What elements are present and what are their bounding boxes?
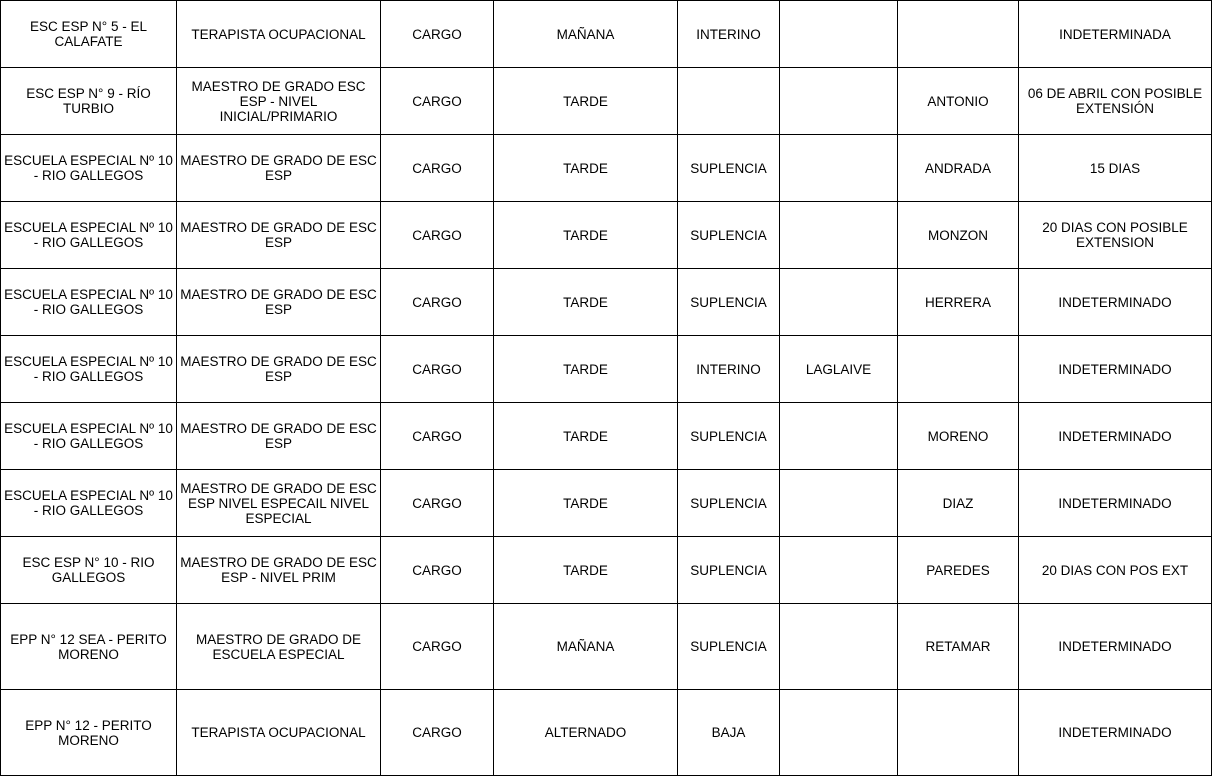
cell-shift: MAÑANA bbox=[494, 604, 678, 690]
cell-type: CARGO bbox=[381, 269, 494, 336]
cell-position: MAESTRO DE GRADO DE ESC ESP NIVEL ESPECAIL NIVEL ESPECIAL bbox=[177, 470, 381, 537]
cell-school: ESCUELA ESPECIAL Nº 10 - RIO GALLEGOS bbox=[1, 135, 177, 202]
cell-school: ESCUELA ESPECIAL Nº 10 - RIO GALLEGOS bbox=[1, 403, 177, 470]
cell-duration: INDETERMINADA bbox=[1019, 1, 1212, 68]
table-row bbox=[1, 470, 1212, 537]
cell-type: CARGO bbox=[381, 135, 494, 202]
cell-situation bbox=[678, 68, 780, 135]
cell-school: EPP N° 12 SEA - PERITO MORENO bbox=[1, 604, 177, 690]
cell-duration: 15 DIAS bbox=[1019, 135, 1212, 202]
cell-holder: LAGLAIVE bbox=[780, 336, 898, 403]
cell-type: CARGO bbox=[381, 690, 494, 776]
cell-type: CARGO bbox=[381, 403, 494, 470]
cell-replaced bbox=[898, 336, 1019, 403]
cell-replaced: MORENO bbox=[898, 403, 1019, 470]
cell-situation: SUPLENCIA bbox=[678, 403, 780, 470]
cell-replaced bbox=[898, 690, 1019, 776]
cell-shift: MAÑANA bbox=[494, 1, 678, 68]
cell-type: CARGO bbox=[381, 336, 494, 403]
cell-type: CARGO bbox=[381, 1, 494, 68]
cell-replaced: ANDRADA bbox=[898, 135, 1019, 202]
cell-situation: BAJA bbox=[678, 690, 780, 776]
cell-shift: TARDE bbox=[494, 68, 678, 135]
cell-type: CARGO bbox=[381, 68, 494, 135]
cell-holder bbox=[780, 604, 898, 690]
cell-shift: ALTERNADO bbox=[494, 690, 678, 776]
cell-duration: INDETERMINADO bbox=[1019, 336, 1212, 403]
table-row bbox=[1, 1, 1212, 68]
cell-replaced: PAREDES bbox=[898, 537, 1019, 604]
table-row bbox=[1, 135, 1212, 202]
cell-holder bbox=[780, 202, 898, 269]
cell-position: MAESTRO DE GRADO DE ESC ESP bbox=[177, 135, 381, 202]
cell-holder bbox=[780, 690, 898, 776]
cell-replaced: DIAZ bbox=[898, 470, 1019, 537]
cell-position: MAESTRO DE GRADO DE ESC ESP bbox=[177, 202, 381, 269]
cell-situation: SUPLENCIA bbox=[678, 269, 780, 336]
cell-replaced: MONZON bbox=[898, 202, 1019, 269]
cell-type: CARGO bbox=[381, 537, 494, 604]
cell-type: CARGO bbox=[381, 604, 494, 690]
cell-situation: SUPLENCIA bbox=[678, 537, 780, 604]
table-row bbox=[1, 68, 1212, 135]
cell-situation: INTERINO bbox=[678, 336, 780, 403]
cell-replaced: ANTONIO bbox=[898, 68, 1019, 135]
cell-school: ESC ESP N° 10 - RIO GALLEGOS bbox=[1, 537, 177, 604]
cell-position: MAESTRO DE GRADO DE ESC ESP - NIVEL PRIM bbox=[177, 537, 381, 604]
cell-holder bbox=[780, 135, 898, 202]
cell-holder bbox=[780, 68, 898, 135]
cell-type: CARGO bbox=[381, 202, 494, 269]
cell-holder bbox=[780, 269, 898, 336]
cell-school: ESCUELA ESPECIAL Nº 10 - RIO GALLEGOS bbox=[1, 269, 177, 336]
cell-position: MAESTRO DE GRADO DE ESC ESP bbox=[177, 269, 381, 336]
cell-type: CARGO bbox=[381, 470, 494, 537]
cell-replaced: RETAMAR bbox=[898, 604, 1019, 690]
cell-position: MAESTRO DE GRADO DE ESC ESP bbox=[177, 403, 381, 470]
cell-situation: SUPLENCIA bbox=[678, 135, 780, 202]
cell-school: ESCUELA ESPECIAL Nº 10 - RIO GALLEGOS bbox=[1, 470, 177, 537]
cell-school: ESCUELA ESPECIAL Nº 10 - RIO GALLEGOS bbox=[1, 202, 177, 269]
cell-shift: TARDE bbox=[494, 269, 678, 336]
cell-holder bbox=[780, 403, 898, 470]
cell-duration: 06 DE ABRIL CON POSIBLE EXTENSIÓN bbox=[1019, 68, 1212, 135]
cell-school: EPP N° 12 - PERITO MORENO bbox=[1, 690, 177, 776]
cell-duration: 20 DIAS CON POSIBLE EXTENSION bbox=[1019, 202, 1212, 269]
cell-position: MAESTRO DE GRADO ESC ESP - NIVEL INICIAL/PRIMARIO bbox=[177, 68, 381, 135]
table-row bbox=[1, 202, 1212, 269]
cell-duration: INDETERMINADO bbox=[1019, 470, 1212, 537]
cell-duration: 20 DIAS CON POS EXT bbox=[1019, 537, 1212, 604]
table-row bbox=[1, 690, 1212, 776]
cell-position: TERAPISTA OCUPACIONAL bbox=[177, 690, 381, 776]
table-row bbox=[1, 604, 1212, 690]
cell-holder bbox=[780, 1, 898, 68]
cell-situation: SUPLENCIA bbox=[678, 470, 780, 537]
table-row bbox=[1, 336, 1212, 403]
cell-duration: INDETERMINADO bbox=[1019, 690, 1212, 776]
cell-position: MAESTRO DE GRADO DE ESCUELA ESPECIAL bbox=[177, 604, 381, 690]
cell-shift: TARDE bbox=[494, 537, 678, 604]
cell-shift: TARDE bbox=[494, 470, 678, 537]
cell-school: ESCUELA ESPECIAL Nº 10 - RIO GALLEGOS bbox=[1, 336, 177, 403]
cell-replaced: HERRERA bbox=[898, 269, 1019, 336]
table-row bbox=[1, 269, 1212, 336]
cell-position: MAESTRO DE GRADO DE ESC ESP bbox=[177, 336, 381, 403]
cell-situation: SUPLENCIA bbox=[678, 604, 780, 690]
table-row bbox=[1, 537, 1212, 604]
cell-situation: SUPLENCIA bbox=[678, 202, 780, 269]
cell-shift: TARDE bbox=[494, 135, 678, 202]
cell-duration: INDETERMINADO bbox=[1019, 269, 1212, 336]
cell-shift: TARDE bbox=[494, 336, 678, 403]
cell-position: TERAPISTA OCUPACIONAL bbox=[177, 1, 381, 68]
cell-duration: INDETERMINADO bbox=[1019, 403, 1212, 470]
cell-holder bbox=[780, 470, 898, 537]
cell-shift: TARDE bbox=[494, 202, 678, 269]
table-row bbox=[1, 403, 1212, 470]
cell-holder bbox=[780, 537, 898, 604]
cell-shift: TARDE bbox=[494, 403, 678, 470]
cell-duration: INDETERMINADO bbox=[1019, 604, 1212, 690]
cell-school: ESC ESP N° 9 - RÍO TURBIO bbox=[1, 68, 177, 135]
cell-replaced bbox=[898, 1, 1019, 68]
cell-school: ESC ESP N° 5 - EL CALAFATE bbox=[1, 1, 177, 68]
cell-situation: INTERINO bbox=[678, 1, 780, 68]
